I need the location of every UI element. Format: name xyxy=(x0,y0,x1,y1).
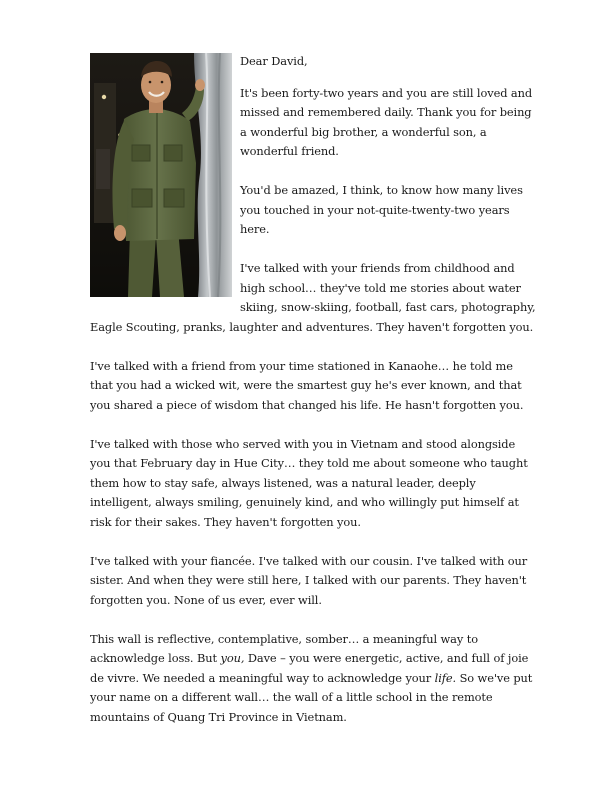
paragraph-text: I've talked with your friends from childhood and high school… they've told me stories about water skiing, snow-skiing, football, fast cars, photography, Eagle Scouting, pranks, laughter and adventures. They haven't forgotten you. xyxy=(90,261,536,334)
paragraph-text: It's been forty-two years and you are still loved and missed and remembered daily. Thank you for being a wonderful big brother, a wonderful son, a wonderful friend. xyxy=(240,85,533,158)
paragraph-text: Dave – you were energetic, active, and full of joie de vivre. We needed a meaningful way to acknowledge your xyxy=(90,651,529,685)
paragraph-text: I've talked with those who served with you in Vietnam and stood alongside you that February day in Hue City… they told me about someone who taught them how to stay safe, always listened, was a natural leader, deeply intelligent, always smiling, genuinely kind, and who willingly put himself at risk for their sakes. They haven't forgotten you. xyxy=(90,436,528,529)
emphasis-life: life. xyxy=(434,670,457,685)
paragraph-text: You'd be amazed, I think, to know how many lives you touched in your not-quite-twenty-two years here. xyxy=(240,183,523,236)
letter-body xyxy=(90,52,538,747)
letter-salutation: Dear David, xyxy=(240,54,308,68)
paragraph-text: This wall is reflective, contemplative, somber… a meaningful way to acknowledge loss. But xyxy=(90,631,478,665)
emphasis-you: you, xyxy=(220,651,245,665)
letter-paragraph xyxy=(90,630,538,728)
photo-illustration xyxy=(90,53,232,297)
letter-paragraph xyxy=(90,552,538,611)
paragraph-text: I've talked with your fiancée. I've talked with our cousin. I've talked with our sister. And when they were still here, I talked with our parents. They haven't forgotten you. None of us ever, ever will. xyxy=(90,553,528,607)
soldier-portrait-photo xyxy=(90,53,232,297)
paragraph-text: I've talked with a friend from your time stationed in Kanaohe… he told me that you had a wicked wit, were the smartest guy he's ever known, and that you shared a piece of wisdom that changed his life. He hasn't forgotten you. xyxy=(90,358,524,412)
paragraph-text: So we've put your name on a different wall… the wall of a little school in the remote mountains of Quang Tri Province in Vietnam. xyxy=(90,670,533,724)
letter-paragraph xyxy=(90,435,538,533)
letter-paragraph xyxy=(90,357,538,416)
